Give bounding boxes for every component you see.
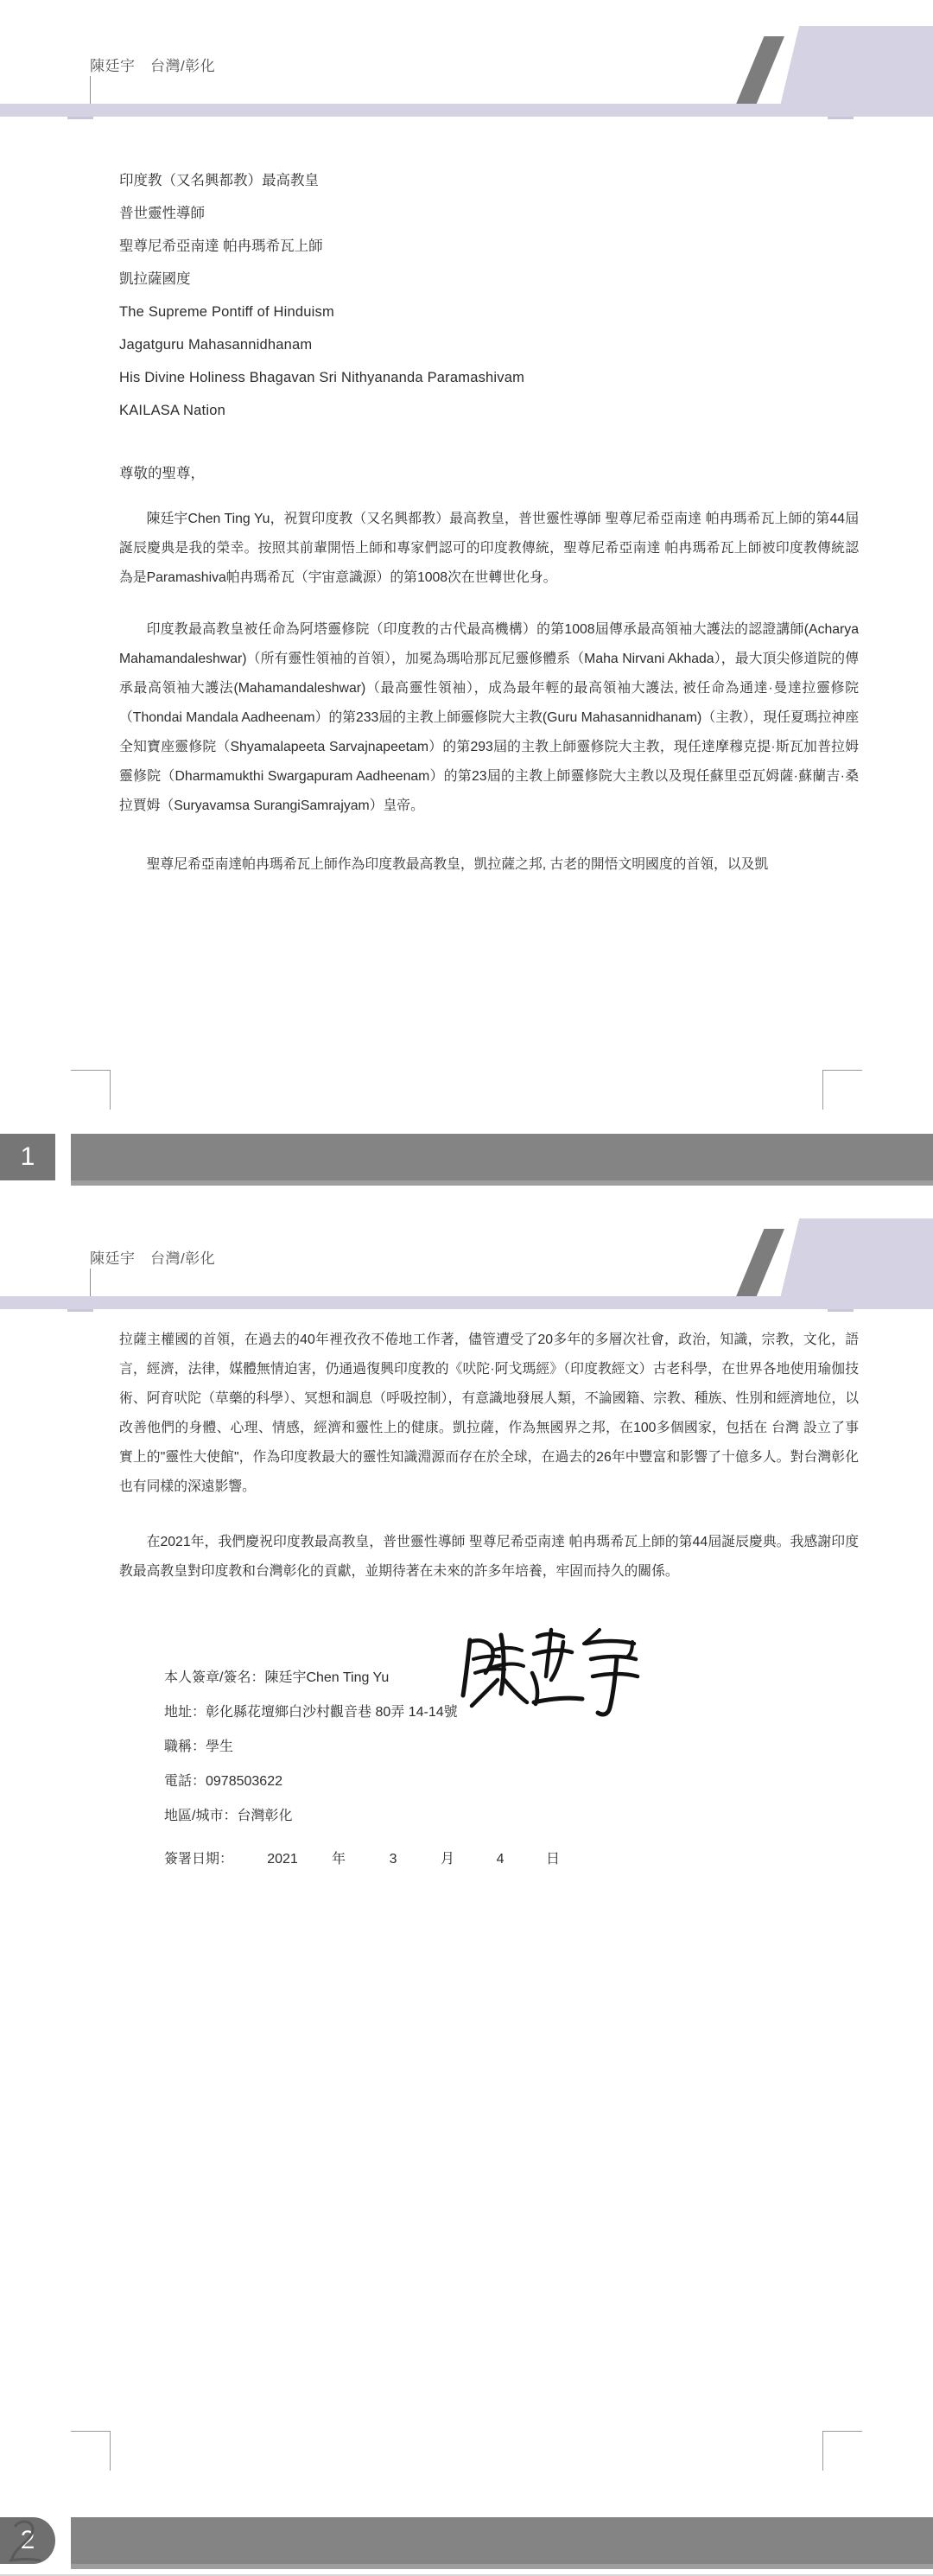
header-author-location: 陳廷宇 台灣/彰化	[90, 1250, 216, 1267]
body-paragraph-2: 印度教最高教皇被任命為阿塔靈修院（印度教的古代最高機構）的第1008屆傳承最高領袖大護法的認證講師(Acharya Mahamandaleshwar)（所有靈性領袖的首領），加冕為瑪哈那瓦尼靈修體系（Maha Nirvani Akhada），最大頂尖修道院的傳承最高領袖大護法(Mahamandaleshwar)（最高靈性領袖），成為最年輕的最高領袖大護法, 被任命為通達·曼達拉靈修院（Thondai Mandala Aadheenam）的第233屆的主教上師靈修院大主教(Guru Mahasannidhanam)（主教），現任夏瑪拉神座全知寶座靈修院（Shyamalapeeta Sarvajnapeetam）的第293屆的主教上師靈修院大主教，現任達摩穆克提·斯瓦加普拉姆靈修院（Dharmamukthi Swargapuram Aadheenam）的第23屆的主教上師靈修院大主教以及現任蘇里亞瓦姆薩·蘇蘭吉·桑拉賈姆（Suryavamsa SurangiSamrajyam）皇帝。	[119, 622, 859, 813]
header-band-notch-left	[67, 117, 93, 119]
crop-mark-bottom-right	[822, 2431, 862, 2471]
crop-mark-bottom-left	[71, 1070, 111, 1110]
date-month-unit: 月	[441, 1852, 455, 1867]
body-paragraph-1: 陳廷宇Chen Ting Yu，祝賀印度教（又名興都教）最高教皇，普世靈性導師 聖尊尼希亞南達 帕冉瑪希瓦上師的第44屆誕辰慶典是我的榮幸。按照其前輩開悟上師和專家們認可的印度教傳統，聖尊尼希亞南達 帕冉瑪希瓦上師被印度教傳統認為是Paramashiva帕冉瑪希瓦（宇宙意識源）的第1008次在世轉世化身。	[119, 512, 859, 585]
page-1-content	[0, 164, 933, 880]
page-1	[0, 0, 933, 1193]
crop-mark-bottom-left	[71, 2431, 111, 2471]
page-header	[0, 0, 933, 123]
page-2	[0, 1193, 933, 2576]
header-band-notch-right	[828, 1309, 854, 1312]
signature-phone-row: 電話：0978503622	[164, 1774, 282, 1789]
title-line: 普世靈性導師	[119, 206, 205, 221]
page-2-content	[0, 1326, 933, 1877]
header-band	[0, 104, 933, 117]
signature-region-row: 地區/城市：台灣彰化	[164, 1809, 293, 1823]
signature-address-row: 地址：彰化縣花壇鄉白沙村觀音巷 80弄 14-14號	[164, 1705, 458, 1720]
date-day-unit: 日	[546, 1852, 561, 1867]
title-line: His Divine Holiness Bhagavan Sri Nithyananda Paramashivam	[119, 370, 525, 385]
signature-name-row: 本人簽章/簽名：陳廷宇Chen Ting Yu	[164, 1670, 390, 1685]
title-line: 印度教（又名興都教）最高教皇	[119, 173, 319, 188]
body-paragraph-3-continued: 拉薩主權國的首領，在過去的40年裡孜孜不倦地工作著，儘管遭受了20多年的多層次社會，政治，知識，宗教，文化，語言，經濟，法律，媒體無情迫害，仍通過復興印度教的《吠陀·阿戈瑪經》（印度教經文）古老科學，在世界各地使用瑜伽技術、阿育吠陀（草藥的科學）、冥想和調息（呼吸控制），有意識地發展人類，不論國籍、宗教、種族、性別和經濟地位，以改善他們的身體、心理、情感，經濟和靈性上的健康。凱拉薩，作為無國界之邦，在100多個國家，包括在 台灣 設立了事實上的"靈性大使館"，作為印度教最大的靈性知識淵源而存在於全球，在過去的26年中豐富和影響了十億多人。對台灣彰化也有同樣的深遠影響。	[119, 1333, 859, 1494]
page-number-badge: 1	[0, 1134, 55, 1180]
recipient-titles	[119, 164, 859, 427]
header-tick-mark	[90, 76, 91, 107]
header-band	[0, 1296, 933, 1309]
footer-band-shadow	[71, 2564, 933, 2569]
signature-block	[119, 1661, 859, 1877]
footer-band-shadow	[71, 1180, 933, 1186]
page-number-badge: 2	[0, 2517, 55, 2564]
header-author-location: 陳廷宇 台灣/彰化	[90, 58, 216, 74]
header-tick-mark	[90, 1269, 91, 1300]
crop-mark-bottom-right	[822, 1070, 862, 1110]
page-header	[0, 1193, 933, 1315]
footer-band	[71, 1134, 933, 1180]
date-day-value: 4	[496, 1852, 505, 1867]
date-month-value: 3	[389, 1852, 397, 1867]
handwritten-signature-icon	[454, 1616, 644, 1720]
title-line: 凱拉薩國度	[119, 271, 191, 287]
date-year-value: 2021	[267, 1852, 298, 1867]
title-line: KAILASA Nation	[119, 403, 225, 418]
page-1-footer	[0, 1125, 933, 1193]
salutation: 尊敬的聖尊，	[119, 466, 205, 481]
footer-band	[71, 2517, 933, 2564]
title-line: The Supreme Pontiff of Hinduism	[119, 304, 334, 320]
header-band-notch-right	[828, 117, 854, 119]
signature-title-row: 職稱：學生	[164, 1740, 234, 1754]
header-band-notch-left	[67, 1309, 93, 1312]
page-2-footer	[0, 2509, 933, 2576]
date-year-unit: 年	[332, 1852, 346, 1867]
body-paragraph-3-fragment: 聖尊尼希亞南達帕冉瑪希瓦上師作為印度教最高教皇，凱拉薩之邦, 古老的開悟文明國度的首領，以及凱	[146, 857, 769, 872]
signature-date-row	[164, 1842, 859, 1877]
body-paragraph-4: 在2021年，我們慶祝印度教最高教皇，普世靈性導師 聖尊尼希亞南達 帕冉瑪希瓦上師的第44屆誕辰慶典。我感謝印度教最高教皇對印度教和台灣彰化的貢獻，並期待著在未來的許多年培養，牢固而持久的關係。	[119, 1535, 859, 1579]
title-line: 聖尊尼希亞南達 帕冉瑪希瓦上師	[119, 239, 323, 254]
date-label: 簽署日期：	[164, 1852, 234, 1867]
title-line: Jagatguru Mahasannidhanam	[119, 337, 313, 353]
